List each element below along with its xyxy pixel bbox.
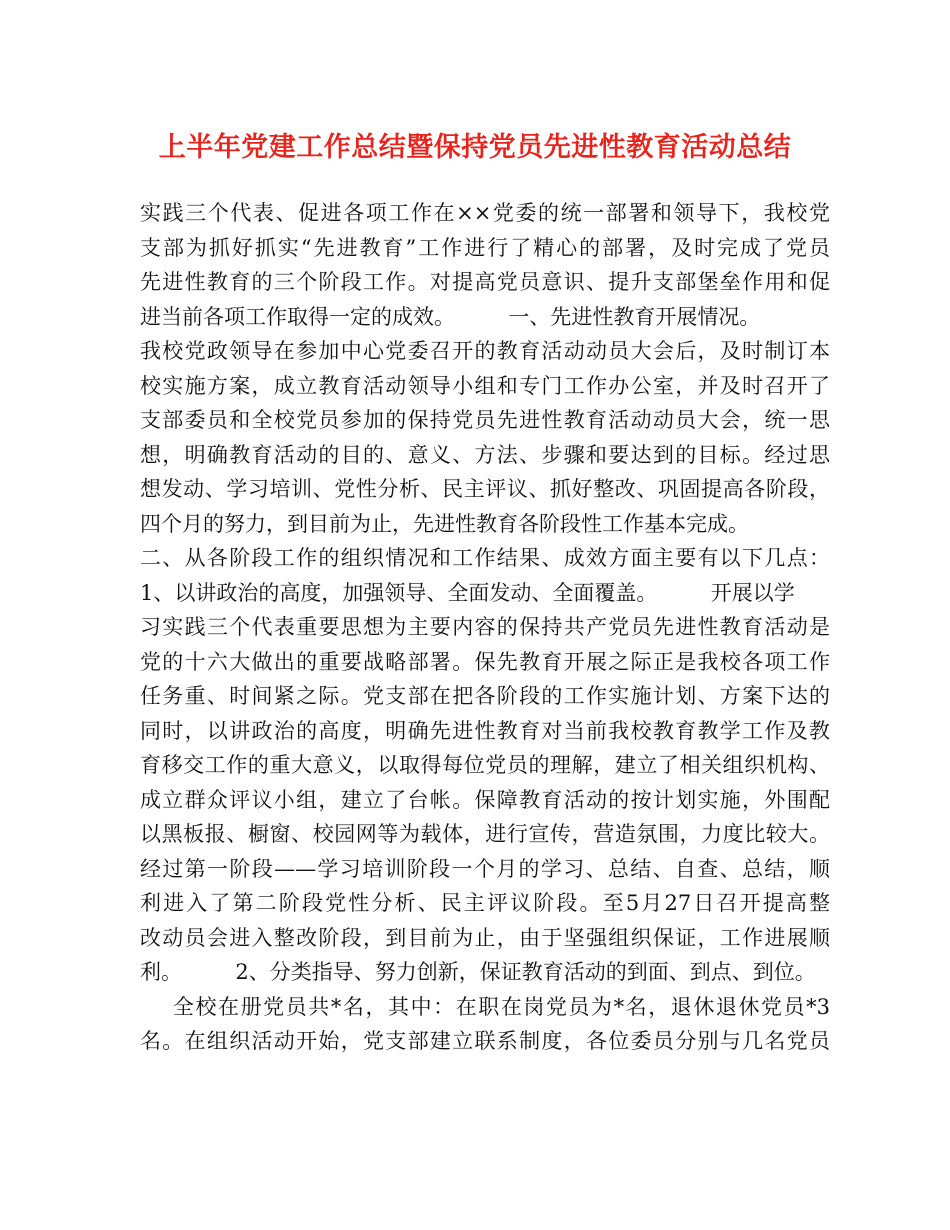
body-line: 育移交工作的重大意义，以取得每位党员的理解，建立了相关组织机构、 xyxy=(140,753,830,777)
document-body xyxy=(140,196,830,1059)
body-line: 名。在组织活动开始，党支部建立联系制度，各位委员分别与几名党员 xyxy=(140,1029,830,1053)
body-line: 同时，以讲政治的高度，明确先进性教育对当前我校教育教学工作及教 xyxy=(140,718,830,743)
body-line: 支部委员和全校党员参加的保持党员先进性教育活动动员大会，统一思 xyxy=(140,408,830,432)
body-line: 我校党政领导在参加中心党委召开的教育活动动员大会后，及时制订本 xyxy=(140,339,830,363)
body-line: 1、以讲政治的高度，加强领导、全面发动、全面覆盖。 开展以学 xyxy=(140,580,795,605)
document-title: 上半年党建工作总结暨保持党员先进性教育活动总结 xyxy=(158,132,792,163)
body-line: 经过第一阶段——学习培训阶段一个月的学习、总结、自查、总结，顺 xyxy=(140,856,830,881)
body-line: 二、从各阶段工作的组织情况和工作结果、成效方面主要有以下几点： xyxy=(140,546,830,570)
body-line: 任务重、时间紧之际。党支部在把各阶段的工作实施计划、方案下达的 xyxy=(140,684,830,708)
body-line: 想发动、学习培训、党性分析、民主评议、抓好整改、巩固提高各阶段， xyxy=(140,477,830,501)
body-line: 实践三个代表、促进各项工作在××党委的统一部署和领导下，我校党 xyxy=(140,201,830,225)
body-line: 进当前各项工作取得一定的成效。 一、先进性教育开展情况。 xyxy=(140,304,761,329)
body-line: 成立群众评议小组，建立了台帐。保障教育活动的按计划实施，外围配 xyxy=(140,787,830,812)
body-line: 先进性教育的三个阶段工作。对提高党员意识、提升支部堡垒作用和促 xyxy=(140,270,830,294)
body-line: 利。 2、分类指导、努力创新，保证教育活动的到面、到点、到位。 xyxy=(140,960,816,984)
body-line: 利进入了第二阶段党性分析、民主评议阶段。至5月27日召开提高整 xyxy=(140,891,830,915)
body-line: 支部为抓好抓实“先进教育”工作进行了精心的部署，及时完成了党员 xyxy=(140,235,830,260)
body-line: 校实施方案，成立教育活动领导小组和专门工作办公室，并及时召开了 xyxy=(140,373,830,398)
body-line: 党的十六大做出的重要战略部署。保先教育开展之际正是我校各项工作 xyxy=(140,649,830,674)
body-line: 想，明确教育活动的目的、意义、方法、步骤和要达到的目标。经过思 xyxy=(140,442,830,467)
body-line: 四个月的努力，到目前为止，先进性教育各阶段性工作基本完成。 xyxy=(140,511,749,536)
body-line: 改动员会进入整改阶段，到目前为止，由于坚强组织保证，工作进展顺 xyxy=(140,925,830,950)
body-line: 以黑板报、橱窗、校园网等为载体，进行宣传，营造氛围，力度比较大。 xyxy=(140,822,830,846)
body-line: 习实践三个代表重要思想为主要内容的保持共产党员先进性教育活动是 xyxy=(140,615,830,639)
body-line: 全校在册党员共*名，其中：在职在岗党员为*名，退休退休党员*3 xyxy=(140,994,830,1019)
